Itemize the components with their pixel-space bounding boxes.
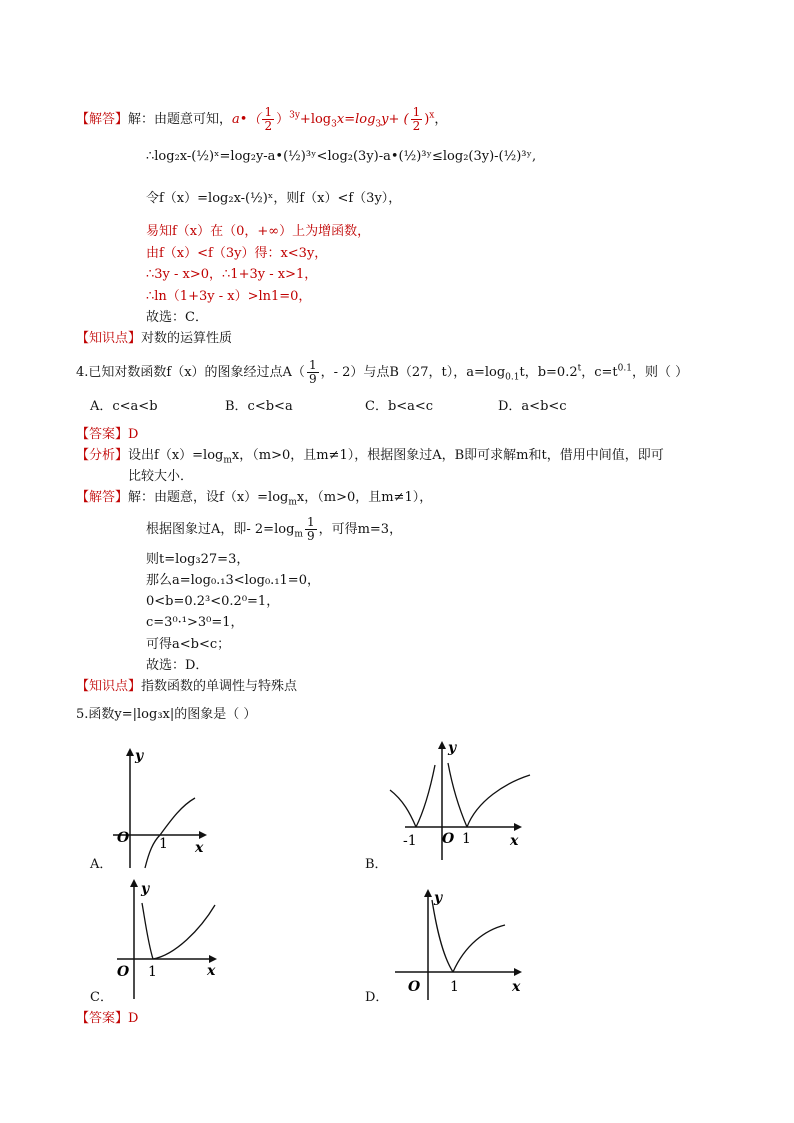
y-label: y	[141, 881, 150, 897]
f-def: log₂x-(½)ˣ	[208, 191, 274, 206]
increasing-note: 易知f（x）在（0，+∞）上为增函数，	[146, 224, 371, 239]
sol-l1: 解：由题意，设f（x）=log	[128, 490, 289, 505]
q5-answer	[76, 1010, 138, 1028]
one-label: 1	[462, 831, 471, 847]
expr-close2: )	[424, 112, 430, 127]
origin-label: O	[408, 979, 421, 995]
sub-3b: 3	[375, 119, 382, 130]
sup-x: x	[429, 110, 435, 121]
q4-solution-line7: 可得a<b<c；	[146, 637, 231, 652]
one-label: 1	[450, 979, 459, 995]
analysis-tag: 【分析】	[76, 448, 129, 463]
f-compare: ，则f（x）<f（3y），	[273, 191, 402, 206]
q3-knowledge-point	[76, 330, 232, 348]
q4-solution-line3: 则t=log₃27=3，	[146, 552, 250, 567]
q4-option-d[interactable]: D．a<b<c	[498, 399, 567, 414]
fraction-half: $\frac{1}{2}$	[264, 105, 273, 133]
q4-sup-01: 0.1	[617, 363, 632, 374]
q4-frac: $\frac{1}{9}$	[308, 358, 317, 386]
q4-stem-post4: ，则（ ）	[631, 365, 689, 380]
y-label: y	[434, 890, 443, 906]
q4-option-a[interactable]: A．c<a<b	[90, 399, 158, 414]
q4-answer	[76, 426, 138, 444]
q4-solution-line2	[146, 516, 402, 544]
sol-l2-post: ，可得m=3，	[318, 522, 403, 537]
q4-analysis-line1	[76, 447, 664, 470]
q4-solution-line4: 那么a=log₀.₁3<log₀.₁1=0，	[146, 573, 320, 588]
q3-solution-line8: 故选：C．	[146, 310, 208, 325]
q4-stem-post3: ，c=t	[581, 365, 618, 380]
solution-tag: 【解答】	[76, 112, 129, 127]
one-label: 1	[159, 836, 168, 852]
q4-sub: 0.1	[505, 372, 520, 383]
analysis-l1: 设出f（x）=log	[128, 448, 224, 463]
q3-solution-line5: 由f（x）<f（3y）得：x<3y，	[146, 246, 328, 261]
q4-stem-post: ，- 2）与点B（27，t），a=log	[320, 365, 506, 380]
q4-analysis-line2: 比较大小．	[128, 469, 194, 484]
graph-c-label[interactable]: C．	[90, 990, 113, 1005]
answer-value: D	[128, 1011, 139, 1026]
sol-l2-pre: 根据图象过A，即- 2=	[146, 522, 275, 537]
y-label: y	[135, 748, 144, 764]
sub-3a: 3	[331, 119, 337, 130]
graph-a-label[interactable]: A．	[90, 857, 113, 872]
punct: ，	[434, 112, 448, 127]
q3-solution-line1	[76, 106, 447, 134]
q5-stem: 5.函数y=|log₃x|的图象是（ ）	[76, 707, 257, 722]
neg-one-label: -1	[403, 833, 417, 849]
graph-d-label[interactable]: D．	[365, 990, 389, 1005]
expr-y: y+ (	[381, 112, 409, 127]
sol-l2-log: log	[274, 522, 295, 537]
q4-stem	[76, 359, 688, 387]
expr-close: ）	[276, 112, 290, 127]
x-label: x	[512, 979, 521, 995]
origin-label: O	[117, 830, 130, 846]
q4-solution-line1	[76, 489, 432, 512]
answer-tag: 【答案】	[76, 1011, 129, 1026]
answer-tag: 【答案】	[76, 427, 129, 442]
expr-log: +log	[299, 112, 332, 127]
graph-d[interactable]	[390, 885, 530, 1005]
kp-tag: 【知识点】	[76, 679, 142, 694]
solution-lead: 解：由题意可知，	[128, 112, 233, 127]
q4-stem-post2: t，b=0.2	[519, 365, 578, 380]
expr-a: a•（	[232, 112, 261, 127]
one-label: 1	[148, 964, 157, 980]
q4-knowledge-point	[76, 678, 297, 696]
q4-option-c[interactable]: C．b<a<c	[365, 399, 434, 414]
x-label: x	[195, 840, 204, 856]
sol-tag: 【解答】	[76, 490, 129, 505]
q4-solution-line8: 故选：D．	[146, 658, 209, 673]
kp-text: 指数函数的单调性与特殊点	[141, 679, 298, 694]
sol-sub: m	[288, 497, 297, 508]
x-label: x	[510, 833, 519, 849]
q3-solution-line6: ∴3y - x>0，∴1+3y - x>1，	[146, 267, 318, 282]
origin-label: O	[442, 831, 455, 847]
q3-solution-line2: ∴log₂x-(½)ˣ=log₂y-a•(½)³ʸ<log₂(3y)-a•(½)³ʸ≤log₂(3y)-(½)³ʸ,	[146, 149, 537, 164]
let-f: 令f（x）=	[146, 191, 209, 206]
sol-l2-frac: $\frac{1}{9}$	[306, 515, 315, 543]
q4-sup-t: t	[577, 363, 582, 374]
fraction-half-2: $\frac{1}{2}$	[412, 105, 421, 133]
kp-tag: 【知识点】	[76, 331, 142, 346]
q3-solution-line3	[146, 190, 401, 208]
analysis-rest: x，（m>0，且m≠1），根据图象过A，B即可求解m和t，借用中间值，即可	[231, 448, 664, 463]
graph-c[interactable]	[105, 875, 230, 1005]
q3-solution-line4	[146, 223, 370, 241]
answer-value: D	[128, 427, 139, 442]
q4-solution-line5: 0<b=0.2³<0.2⁰=1，	[146, 594, 280, 609]
q4-stem-pre: 4.已知对数函数f（x）的图象经过点A（	[76, 365, 305, 380]
q4-solution-line6: c=3⁰·¹>3⁰=1，	[146, 615, 244, 630]
graph-b-label[interactable]: B．	[365, 857, 388, 872]
expr-x: x=log	[336, 112, 376, 127]
analysis-sub: m	[223, 455, 232, 466]
y-label: y	[448, 740, 457, 756]
sol-l2-sub: m	[294, 529, 303, 540]
origin-label: O	[117, 964, 130, 980]
x-label: x	[207, 963, 216, 979]
exp-3y: 3y	[289, 110, 300, 121]
graph-b[interactable]	[385, 735, 535, 870]
graph-a[interactable]	[85, 740, 245, 875]
q4-option-b[interactable]: B．c<b<a	[225, 399, 293, 414]
kp-text: 对数的运算性质	[141, 331, 233, 346]
sol-rest: x，（m>0，且m≠1），	[296, 490, 433, 505]
q3-solution-line7: ∴ln（1+3y - x）>ln1=0，	[146, 289, 312, 304]
